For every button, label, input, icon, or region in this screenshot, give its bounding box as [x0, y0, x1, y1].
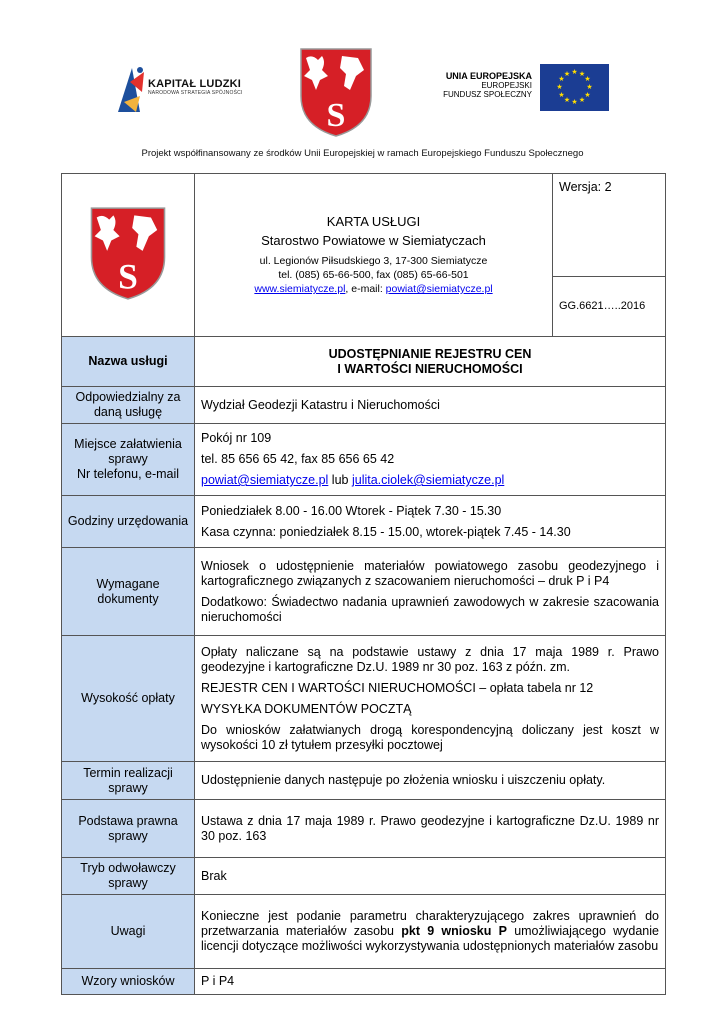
email-label: , e-mail: [345, 283, 386, 295]
term-value: Udostępnienie danych następuje po złożenia wniosku i uiszczeniu opłaty. [195, 762, 666, 800]
appeal-label: Tryb odwoławczy sprawy [62, 858, 195, 895]
documents-value [195, 548, 666, 636]
responsible-row [62, 387, 666, 424]
service-card-table [61, 173, 666, 995]
place-row [62, 424, 666, 496]
version-cell: Wersja: 2 [553, 174, 666, 277]
documents-line1: Wniosek o udostępnienie materiałów powiatowego zasobu geodezyjnego i kartograficznego związanych z szacowaniem nieruchomości – druk P i P4 [201, 558, 659, 588]
appeal-row [62, 858, 666, 895]
service-name-line1: UDOSTĘPNIANIE REJESTRU CEN [328, 346, 532, 361]
svg-text:★: ★ [558, 75, 565, 83]
fee-line4: Do wniosków załatwianych drogą korespondencyjną doliczany jest koszt w wysokości 10 zł tytułem przesyłki pocztowej [201, 722, 659, 752]
responsible-label: Odpowiedzialny za daną usługę [62, 387, 195, 424]
place-label-line1: Miejsce załatwienia sprawy [74, 437, 182, 466]
service-row [62, 337, 666, 387]
basis-row [62, 800, 666, 858]
svg-text:★: ★ [563, 96, 571, 104]
svg-text:★: ★ [571, 98, 578, 106]
office-contact [199, 282, 548, 296]
notes-part2: umożliwiającego wydanie licencji dotyczące możliwości wykorzystywania udostępnionych materiałów zasobu [201, 924, 659, 953]
svg-text:★: ★ [578, 96, 586, 104]
place-label-line2: Nr telefonu, e-mail [76, 467, 180, 481]
fee-line1: Opłaty naliczane są na podstawie ustawy z dnia 17 maja 1989 r. Prawo geodezyjne i kartograficzne Dz.U. 1989 nr 30 poz. 163 z późn. zm. [201, 644, 659, 674]
header-row [62, 174, 666, 277]
place-email2-link[interactable]: julita.ciolek@siemiatycze.pl [351, 473, 505, 487]
kapital-ludzki-subtitle: NARODOWA STRATEGIA SPÓJNOŚCI [148, 90, 243, 96]
eu-text [432, 71, 532, 99]
place-emails [201, 473, 659, 488]
forms-row [62, 969, 666, 995]
service-name [195, 337, 666, 387]
place-or: lub [328, 473, 352, 487]
service-label: Nazwa usługi [62, 337, 195, 387]
eu-flag-icon [540, 64, 609, 111]
card-title: KARTA USŁUGI [326, 214, 421, 229]
logo-bar [0, 0, 725, 150]
svg-text:★: ★ [556, 83, 563, 91]
place-email1-link[interactable]: powiat@siemiatycze.pl [201, 473, 329, 487]
forms-value: P i P4 [195, 969, 666, 995]
kapital-ludzki-text [148, 78, 243, 96]
place-value [195, 424, 666, 496]
notes-value [195, 895, 666, 969]
office-phone: tel. (085) 65-66-500, fax (085) 65-66-501 [278, 269, 469, 281]
documents-label: Wymagane dokumenty [62, 548, 195, 636]
header-crest-cell [62, 174, 195, 337]
hours-value [195, 496, 666, 548]
service-name-line2: I WARTOŚCI NIERUCHOMOŚCI [337, 361, 523, 376]
svg-text:★: ★ [586, 83, 593, 91]
place-label [62, 424, 195, 496]
svg-text:★: ★ [578, 70, 586, 78]
forms-label: Wzory wniosków [62, 969, 195, 995]
project-note: Projekt współfinansowany ze środków Unii Europejskiej w ramach Europejskiego Funduszu Społecznego [141, 148, 584, 159]
header-info-cell [195, 174, 553, 337]
hours-label: Godziny urzędowania [62, 496, 195, 548]
coat-of-arms-small-icon [82, 205, 174, 301]
documents-line2: Dodatkowo: Świadectwo nadania uprawnień zawodowych w zakresie szacowania nieruchomości [201, 594, 659, 624]
reference-cell: GG.6621…..2016 [553, 277, 666, 337]
term-label: Termin realizacji sprawy [62, 762, 195, 800]
svg-text:★: ★ [571, 68, 578, 76]
svg-text:S: S [326, 97, 346, 134]
hours-line1: Poniedziałek 8.00 - 16.00 Wtorek - Piątek 7.30 - 15.30 [201, 503, 502, 518]
eu-line2: EUROPEJSKI [481, 81, 532, 90]
svg-text:★: ★ [563, 70, 571, 78]
place-phone: tel. 85 656 65 42, fax 85 656 65 42 [201, 452, 395, 466]
hours-row [62, 496, 666, 548]
notes-label: Uwagi [62, 895, 195, 969]
responsible-value: Wydział Geodezji Katastru i Nieruchomości [195, 387, 666, 424]
notes-row [62, 895, 666, 969]
hours-line2: Kasa czynna: poniedziałek 8.15 - 15.00, wtorek-piątek 7.45 - 14.30 [201, 524, 571, 539]
svg-text:S: S [118, 256, 138, 297]
email-link[interactable]: powiat@siemiatycze.pl [385, 283, 493, 295]
place-room: Pokój nr 109 [201, 431, 272, 445]
kapital-ludzki-title: KAPITAŁ LUDZKI [148, 78, 242, 90]
notes-part1: Konieczne jest podanie parametru charakteryzującego zakres uprawnień do przetwarzania materiałów zasobu [201, 909, 659, 938]
coat-of-arms-icon [298, 46, 374, 138]
notes-bold: pkt 9 wniosku P [401, 924, 507, 938]
svg-text:★: ★ [584, 75, 591, 83]
eu-line1: UNIA EUROPEJSKA [445, 71, 532, 81]
term-row [62, 762, 666, 800]
fee-label: Wysokość opłaty [62, 636, 195, 762]
fee-line2: REJESTR CEN I WARTOŚCI NIERUCHOMOŚCI – opłata tabela nr 12 [201, 680, 594, 695]
office-name: Starostwo Powiatowe w Siemiatyczach [261, 233, 486, 248]
svg-text:★: ★ [584, 91, 591, 99]
fee-value [195, 636, 666, 762]
documents-row [62, 548, 666, 636]
appeal-value: Brak [195, 858, 666, 895]
office-address: ul. Legionów Piłsudskiego 3, 17-300 Siemiatycze [259, 255, 488, 267]
basis-value: Ustawa z dnia 17 maja 1989 r. Prawo geodezyjne i kartograficzne Dz.U. 1989 nr 30 poz. 163 [195, 800, 666, 858]
eu-line3: FUNDUSZ SPOŁECZNY [443, 90, 532, 99]
svg-text:★: ★ [558, 91, 565, 99]
fee-line3: WYSYŁKA DOKUMENTÓW POCZTĄ [201, 701, 412, 716]
website-link[interactable]: www.siemiatycze.pl [254, 283, 346, 295]
basis-label: Podstawa prawna sprawy [62, 800, 195, 858]
fee-row [62, 636, 666, 762]
